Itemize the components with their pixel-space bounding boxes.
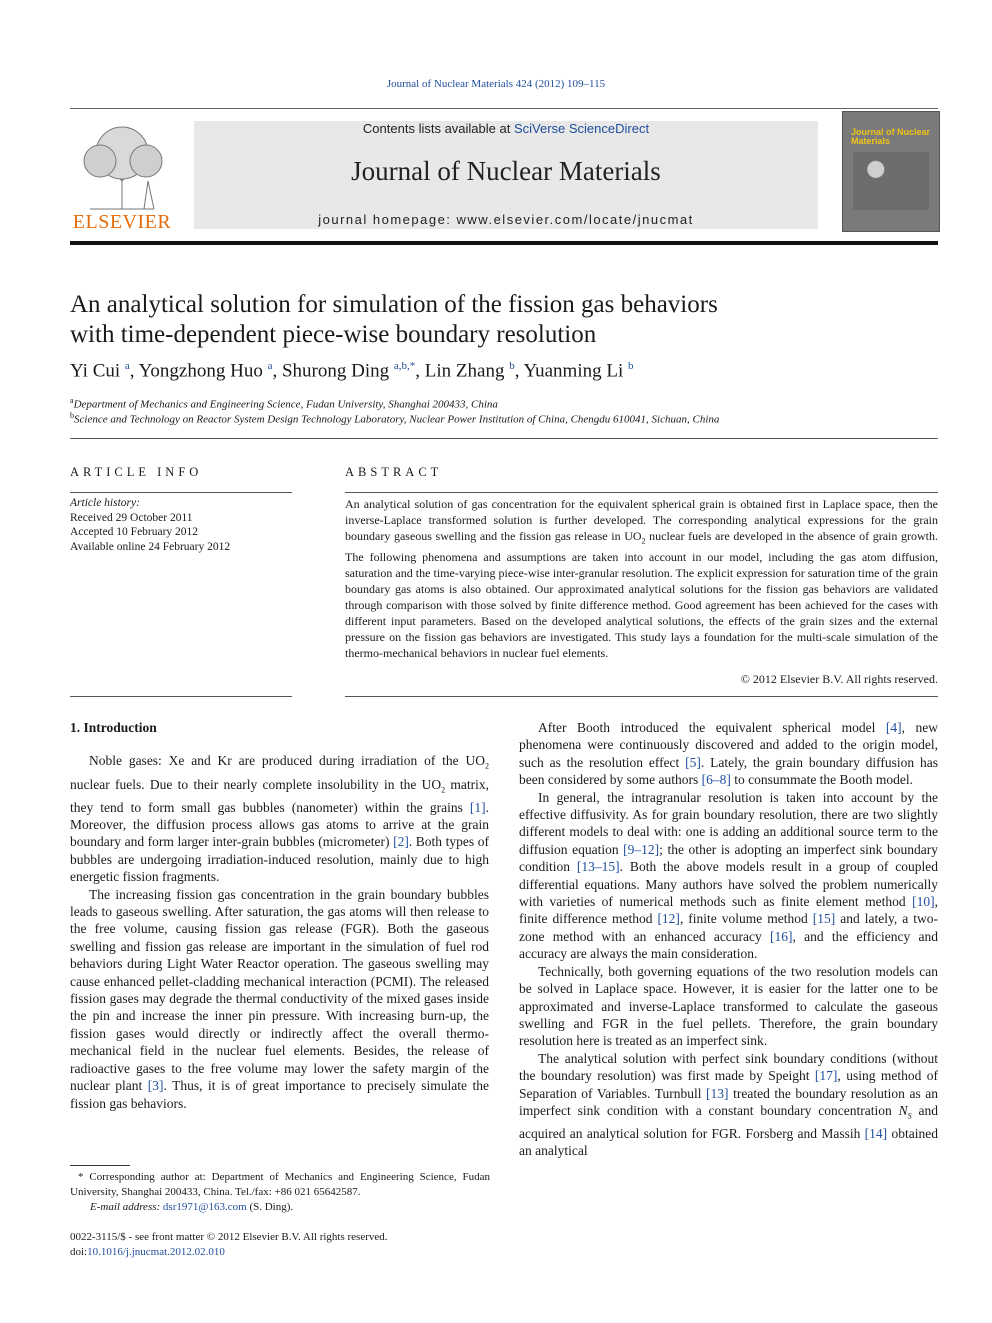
affil-key: b — [70, 411, 74, 420]
affil-key: a — [70, 396, 74, 405]
abstract-part: nuclear fuels are developed in the absence of grain growth. The following phenomena and assumptions are taken into account in our model, including the gas atom diffusion, saturation and the time-varying piece-wise inter-granular resolution. The explicit expression for saturation time of the grain boundary gas atoms is also obtained. Our approximated analytical solutions for the fission gas behaviors are validated through comparison with those solved by finite difference method. Good agreement has been achieved for the cases with different input parameters. Based on the developed analytical solutions, the effects of the grain sizes and the external pressure on the fission gas behaviors are investigated. This study lays a foundation for the multi-scale simulation of the thermo-mechanical behaviors in nuclear fuel elements. — [345, 529, 938, 661]
author-sep: , — [514, 360, 524, 382]
author-sep: , — [129, 360, 139, 382]
reference-link[interactable]: [17] — [814, 1068, 838, 1084]
email-link[interactable]: dsr1971@163.com — [162, 1201, 247, 1213]
title-line-1: An analytical solution for simulation of the fission gas behaviors — [70, 291, 718, 318]
article-info-heading: ARTICLE INFO — [70, 465, 203, 479]
affiliation-b — [70, 411, 719, 426]
article-info-bottom-rule — [70, 696, 292, 697]
contents-line — [194, 121, 818, 136]
reference-link[interactable]: [14] — [864, 1126, 888, 1142]
doi-link[interactable]: 10.1016/j.jnucmat.2012.02.010 — [87, 1246, 225, 1258]
reference-link[interactable]: [6–8] — [701, 772, 731, 788]
header-thick-rule — [70, 241, 938, 245]
paragraph: The increasing fission gas concentration in the grain boundary bubbles leads to gaseous swelling. After saturation, the gas atoms will then release to the free volume, causing fission gas release (FGR). Both the gaseous swelling and fission gas release are important in the simulation of fuel rod behaviors during Light Water Reactor operation. The gaseous swelling may cause enhanced pellet-cladding mechanical interaction (PCMI). The released fission gases may degrade the thermal conductivity of the mixed gases inside the pin and increase the inner pin pressure. With increasing burn-up, the fission gases would directly or indirectly affect the overall thermo-mechanical field in the nuclear fuel elements. Besides, the release of radioactive gases to the free volume may lower the safety margin of the nuclear plant [3]. Thus, it is of great importance to precisely simulate the fission gas behaviors. — [70, 886, 489, 1111]
author-affil-mark[interactable]: a — [124, 360, 130, 372]
sciencedirect-link[interactable]: SciVerse ScienceDirect — [513, 121, 650, 136]
paragraph: Noble gases: Xe and Kr are produced during irradiation of the $UO_2$ nuclear fuels. Due to their nearly complete insolubility in the $UO_2$ matrix, they tend to form small gas bubbles (nanometer) within the grains [1]. Moreover, the diffusion process allows gas atoms to arrive at the grain boundary and form larger inter-grain bubbles (micrometer) [2]. Both types of bubbles are undergoing irradiation-induced resolution, mainly due to high energetic fission fragments. — [70, 753, 490, 885]
reference-link[interactable]: [10] — [912, 894, 935, 910]
cover-image — [853, 152, 929, 210]
doi-line — [70, 1245, 388, 1260]
reference-link[interactable]: [1] — [469, 799, 486, 815]
author-affil-mark[interactable]: a — [267, 360, 273, 372]
top-rule — [70, 108, 938, 109]
issn-line: 0022-3115/$ - see front matter © 2012 Elsevier B.V. All rights reserved. — [70, 1231, 388, 1243]
author-name[interactable]: Yuanming Li — [523, 360, 624, 382]
paper-title — [70, 290, 870, 350]
email-suffix: (S. Ding). — [246, 1201, 294, 1213]
abstract-text — [345, 496, 938, 661]
paragraph: The analytical solution with perfect sink boundary conditions (without the boundary resolution) was first made by Speight [17], using method of Separation of Variables. Turnbull [13] treated the boundary resolution as an imperfect sink condition with a constant boundary concentration $N_S$ and acquired an analytical solution for FGR. Forsberg and Massih [14] obtained an analytical — [519, 1050, 939, 1159]
journal-citation[interactable]: Journal of Nuclear Materials 424 (2012) 109–115 — [386, 78, 606, 90]
reference-link[interactable]: [15] — [812, 911, 836, 927]
author-sep: , — [415, 360, 425, 382]
reference-link[interactable]: [13] — [706, 1085, 729, 1101]
accepted-date: Accepted 10 February 2012 — [70, 526, 199, 538]
author-name[interactable]: Yi Cui — [70, 360, 121, 382]
paragraph: After Booth introduced the equivalent spherical model [4], new phenomena were continuously discovered and added to the origin model, such as the resolution effect [5]. Lately, the grain boundary diffusion has been considered by some authors [6–8] to consummate the Booth model. — [519, 720, 939, 788]
affiliation-a — [70, 396, 498, 411]
title-line-2: with time-dependent piece-wise boundary resolution — [70, 321, 597, 348]
journal-homepage[interactable]: journal homepage: www.elsevier.com/locate/jnucmat — [318, 212, 694, 227]
journal-title: Journal of Nuclear Materials — [351, 156, 661, 186]
reference-link[interactable]: [16] — [770, 928, 793, 944]
elsevier-wordmark: ELSEVIER — [72, 211, 172, 233]
article-info-rule — [70, 492, 292, 493]
footnote-rule — [70, 1165, 130, 1166]
paragraph: Technically, both governing equations of the two resolution models can be solved in Laplace space. However, it is easier for the latter one to be approximated and inverse-Laplace transformed to calculate the gaseous swelling and FGR in the fuel pellets. Therefore, the grain boundary resolution here is treated as an imperfect sink. — [519, 963, 938, 1049]
author-affil-mark[interactable]: a,b,* — [393, 360, 416, 372]
online-date: Available online 24 February 2012 — [70, 540, 231, 553]
history-label: Article history: — [70, 497, 140, 509]
author-list — [70, 360, 634, 382]
reference-link[interactable]: [9–12] — [623, 841, 660, 857]
abstract-part: An analytical solution of gas concentration for the equivalent spherical grain is obtained first in Laplace space, then the inverse-Laplace transformed solution is further developed. The corresponding analytical expressions for the grain boundary gaseous swelling and the fission gas release in UO — [345, 497, 938, 543]
author-affil-mark[interactable]: b — [628, 360, 634, 372]
reference-link[interactable]: [2] — [393, 834, 409, 850]
footnote — [70, 1170, 490, 1215]
abstract-rule — [345, 492, 938, 493]
affiliation-rule — [70, 438, 938, 439]
reference-link[interactable]: [4] — [885, 720, 902, 735]
reference-link[interactable]: [12] — [657, 911, 680, 927]
contents-prefix: Contents lists available at — [362, 121, 514, 136]
corresponding-author-note: * Corresponding author at: Department of Mechanics and Engineering Science, Fudan University, Shanghai 200433, China. Tel./fax: +86 021 65642587. — [70, 1171, 490, 1198]
reference-link[interactable]: [5] — [685, 754, 701, 770]
body-right-column — [519, 719, 938, 1160]
body-left-column — [70, 719, 489, 1112]
affil-text: Department of Mechanics and Engineering Science, Fudan University, Shanghai 200433, China — [73, 398, 498, 411]
author-affil-mark[interactable]: b — [509, 360, 515, 372]
journal-cover-thumbnail[interactable] — [842, 111, 940, 232]
author-name[interactable]: Shurong Ding — [281, 360, 390, 382]
subscript: 2 — [641, 536, 646, 546]
article-history — [70, 496, 230, 554]
issn-block — [70, 1230, 388, 1260]
abstract-bottom-rule — [345, 696, 938, 697]
abstract-heading: ABSTRACT — [345, 465, 443, 479]
journal-banner — [194, 121, 818, 229]
author-name[interactable]: Lin Zhang — [424, 360, 505, 382]
doi-label: doi: — [70, 1246, 88, 1258]
reference-link[interactable]: [3] — [147, 1078, 164, 1094]
paragraph: In general, the intragranular resolution is taken into account by the effective diffusivity. As for grain boundary resolution, there are two slightly different models to deal with: one is adding an additional source term to the diffusion equation [9–12]; the other is adopting an imperfect sink boundary condition [13–15]. Both the above models result in a group of coupled differential equations. Many authors have solved the problem numerically with varieties of numerical methods such as finite element method [10], finite difference method [12], finite volume method [15] and lately, a two-zone method with an enhanced accuracy [16], and the efficiency and accuracy are always the main consideration. — [519, 789, 938, 962]
email-label: E-mail address: — [90, 1201, 163, 1213]
affil-text: Science and Technology on Reactor System Design Technology Laboratory, Nuclear Power Institution of China, Chengdu 610041, Sichuan, China — [74, 413, 720, 426]
received-date: Received 29 October 2011 — [70, 511, 193, 524]
section-heading-introduction: 1. Introduction — [70, 720, 157, 735]
author-sep: , — [272, 360, 282, 382]
cover-title: Journal of Nuclear Materials — [851, 127, 931, 146]
author-name[interactable]: Yongzhong Huo — [138, 360, 263, 382]
email-line — [70, 1200, 490, 1215]
abstract-copyright: © 2012 Elsevier B.V. All rights reserved. — [740, 672, 938, 686]
reference-link[interactable]: [13–15] — [576, 859, 620, 875]
